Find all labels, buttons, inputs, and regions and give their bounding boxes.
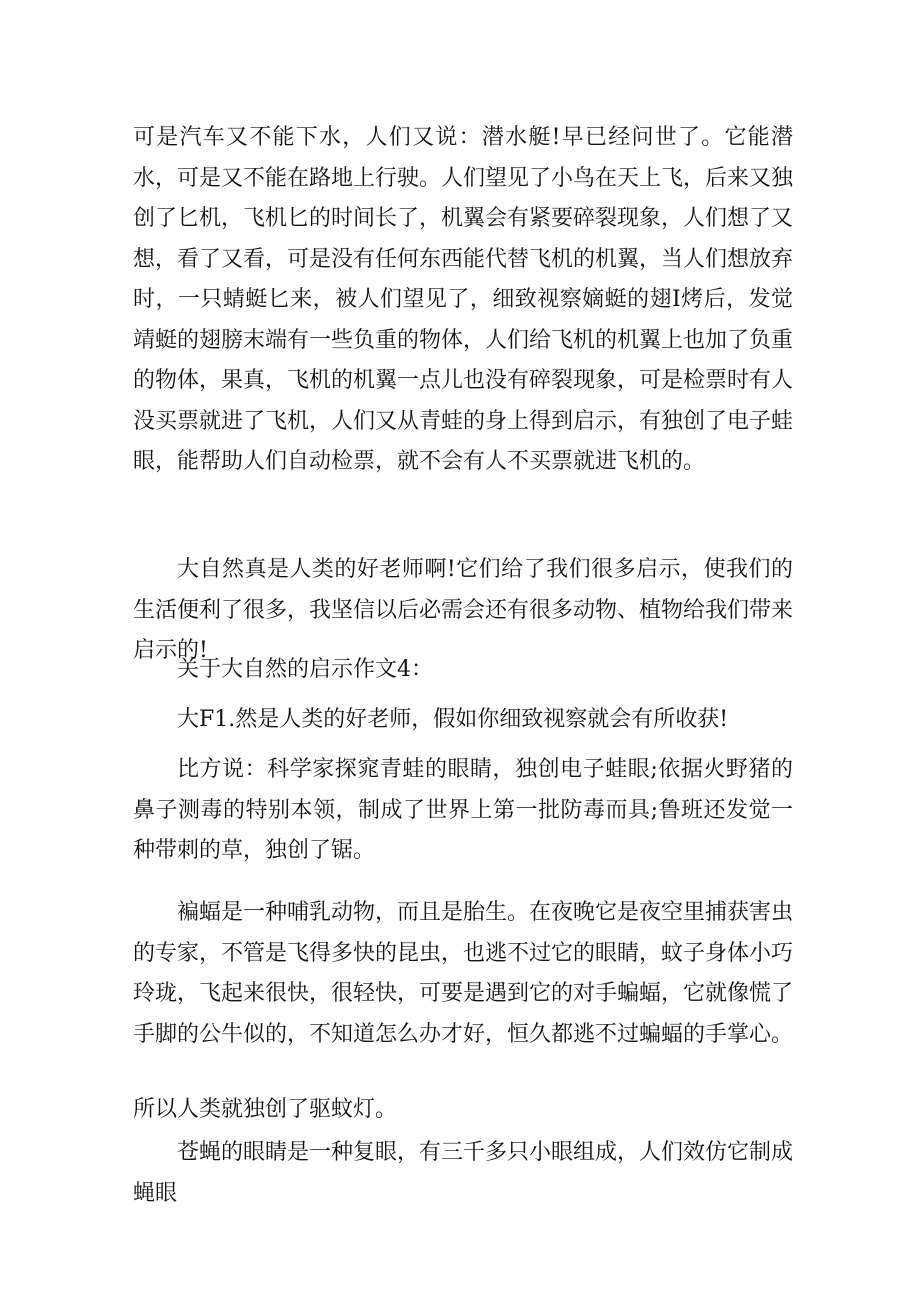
paragraph-4: 大F1.然是人类的好老师，假如你细致视察就会有所收获! [177, 707, 729, 732]
paragraph-8: 苍蝇的眼睛是一种复眼，有三千多只小眼组成，人们效仿它制成蝇眼 [133, 1140, 794, 1206]
paragraph-2: 大自然真是人类的好老师啊!它们给了我们很多启示，使我们的生活便利了很多，我坚信以后必需会还有很多动物、植物给我们带来启示的! [133, 557, 794, 663]
paragraph-6: 褊蝠是一种哺乳动物，而且是胎生。在夜晚它是夜空里捕获害虫的专家，不管是飞得多快的昆虫，也逃不过它的眼睛，蚊子身体小巧玲珑，飞起来很快，很轻快，可要是遇到它的对手蝙蝠，它就像慌了手脚的公牛似的，不知道怎么办才好，恒久都逃不过蝙蝠的手掌心。 [133, 900, 794, 1047]
paragraph-5: 比方说：科学家探窕青蛙的眼睛，独创电子蛙眼;依据火野猪的鼻子测毒的特别本领，制成了世界上第一批防毒而具;鲁班还发觉一种带刺的草，独创了锯。 [133, 757, 793, 863]
paragraph-3-heading: 关于大自然的启示作文4： [177, 657, 433, 682]
paragraph-1: 可是汽车又不能下水，人们又说：潜水艇!早已经问世了。它能潜水，可是又不能在路地上行驶。人们望见了小鸟在天上飞，后来又独创了匕机，飞机匕的时间长了，机翼会有紧要碎裂现象，人们想了又想，看了又看，可是没有任何东西能代替飞机的机翼，当人们想放弃时，一只蜻蜓匕来，被人们望见了，细致视察嫡蜓的翅I烤后，发觉靖蜓的翅膀末端有一些负重的物体，人们给飞机的机翼上也加了负重的物体，果真，飞机的机翼一点儿也没有碎裂现象，可是检票时有人没买票就进了飞机，人们又从青蛙的身上得到启示，有独创了电子蛙眼，能帮助人们自动检票，就不会有人不买票就进飞机的。 [133, 125, 794, 474]
paragraph-7: 所以人类就独创了驱蚊灯。 [133, 1097, 398, 1122]
